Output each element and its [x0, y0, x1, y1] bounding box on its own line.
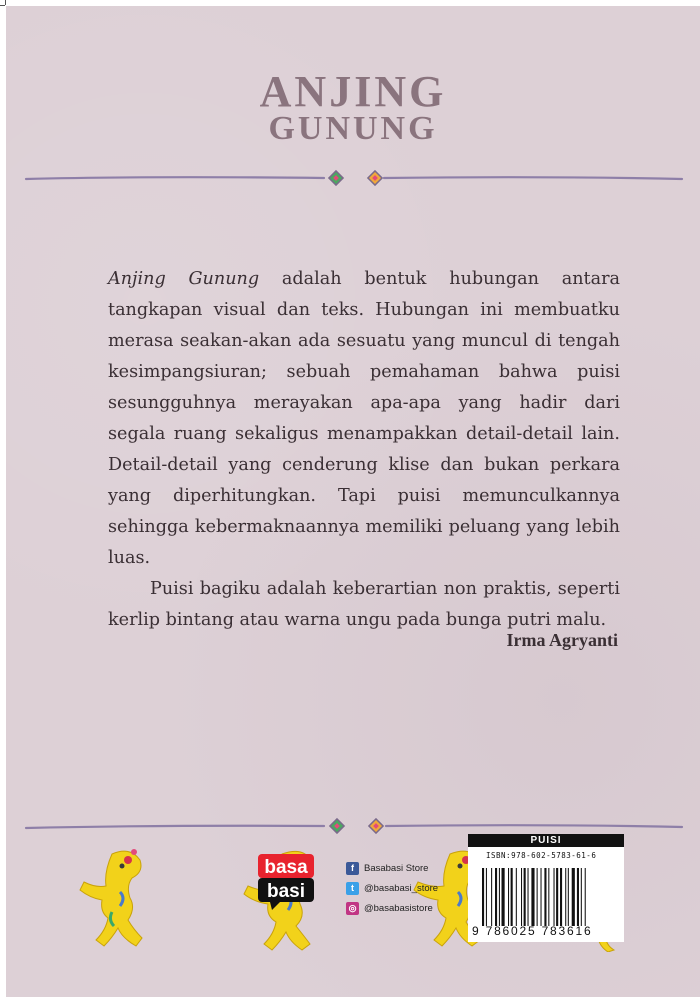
- barcode-bar: [544, 868, 546, 926]
- barcode-bar: [511, 868, 513, 926]
- mountain-dog-illustration-left: [72, 842, 162, 952]
- barcode-bar: [565, 868, 566, 926]
- social-row-facebook: [346, 858, 438, 878]
- top-ornament-divider: [24, 168, 684, 188]
- barcode-bar: [524, 868, 526, 926]
- instagram-icon: ◎: [346, 902, 359, 915]
- facebook-handle: Basabasi Store: [364, 862, 429, 874]
- author-name: Irma Agryanti: [506, 630, 618, 650]
- title-line-1: ANJING: [259, 67, 447, 116]
- publisher-logo: [250, 852, 322, 910]
- publisher-social-list: [346, 858, 438, 918]
- logo-text-top: basa: [264, 857, 308, 878]
- isbn-barcode: [468, 834, 624, 942]
- facebook-icon: f: [346, 862, 359, 875]
- twitter-icon: t: [346, 882, 359, 895]
- book-title-italic: Anjing Gunung: [108, 269, 260, 289]
- barcode-bar: [491, 868, 492, 926]
- twitter-handle: @basabasi_store: [364, 882, 439, 894]
- barcode-bar: [572, 868, 575, 926]
- barcode-bar: [581, 868, 582, 926]
- logo-text-bottom: basi: [266, 881, 306, 902]
- barcode-bar: [556, 868, 558, 926]
- barcode-bar: [568, 868, 569, 926]
- book-back-cover: [6, 6, 700, 997]
- genre-label: PUISI: [468, 834, 624, 847]
- social-row-instagram: [346, 898, 438, 918]
- barcode-bar: [585, 868, 586, 926]
- barcode-bar: [495, 868, 497, 926]
- barcode-bar: [508, 868, 509, 926]
- barcode-bar: [482, 868, 484, 926]
- blurb-paragraph-1-text: adalah bentuk hubungan antara tangkapan visual dan teks. Hubungan ini membuatku merasa seakan-akan ada sesuatu yang muncul di tengah kesimpangsiuran; sebuah pemahaman bahwa puisi sesungguhnya merayakan apa-apa yang hadir dari segala ruang sekaligus menampakkan detail-detail lain. Detail-detail yang cenderung klise dan bukan perkara yang diperhitungkan. Tapi puisi memunculkannya sehingga kebermaknaannya memiliki peluang yang lebih luas.: [108, 269, 620, 568]
- barcode-bar: [560, 868, 562, 926]
- blurb-paragraph-2: Puisi bagiku adalah keberartian non praktis, seperti kerlip bintang atau warna ungu pada bunga putri malu.: [108, 579, 620, 630]
- barcode-bar: [528, 868, 529, 926]
- barcode-bar: [541, 868, 542, 926]
- barcode-bar: [531, 868, 534, 926]
- barcode-bar: [499, 868, 500, 926]
- social-row-twitter: [346, 878, 438, 898]
- ean-digits: 9 786025 783616: [472, 924, 593, 938]
- barcode-bar: [577, 868, 579, 926]
- title-line-2: GUNUNG: [268, 110, 438, 147]
- barcode-bar: [486, 868, 487, 926]
- isbn-number: ISBN:978-602-5783-61-6: [486, 851, 597, 860]
- barcode-bars: [482, 868, 620, 926]
- blurb-paragraph-1: [108, 264, 620, 574]
- bottom-ornament-divider: [24, 816, 684, 836]
- barcode-bar: [502, 868, 505, 926]
- blurb-text: [108, 264, 620, 636]
- barcode-bar: [537, 868, 538, 926]
- barcode-bar: [554, 868, 555, 926]
- crop-mark-top-left: [0, 5, 5, 6]
- crop-mark-top-left-vertical: [5, 0, 6, 5]
- barcode-bar: [521, 868, 522, 926]
- barcode-bar: [516, 868, 517, 926]
- instagram-handle: @basabasistore: [364, 902, 433, 914]
- barcode-bar: [548, 868, 549, 926]
